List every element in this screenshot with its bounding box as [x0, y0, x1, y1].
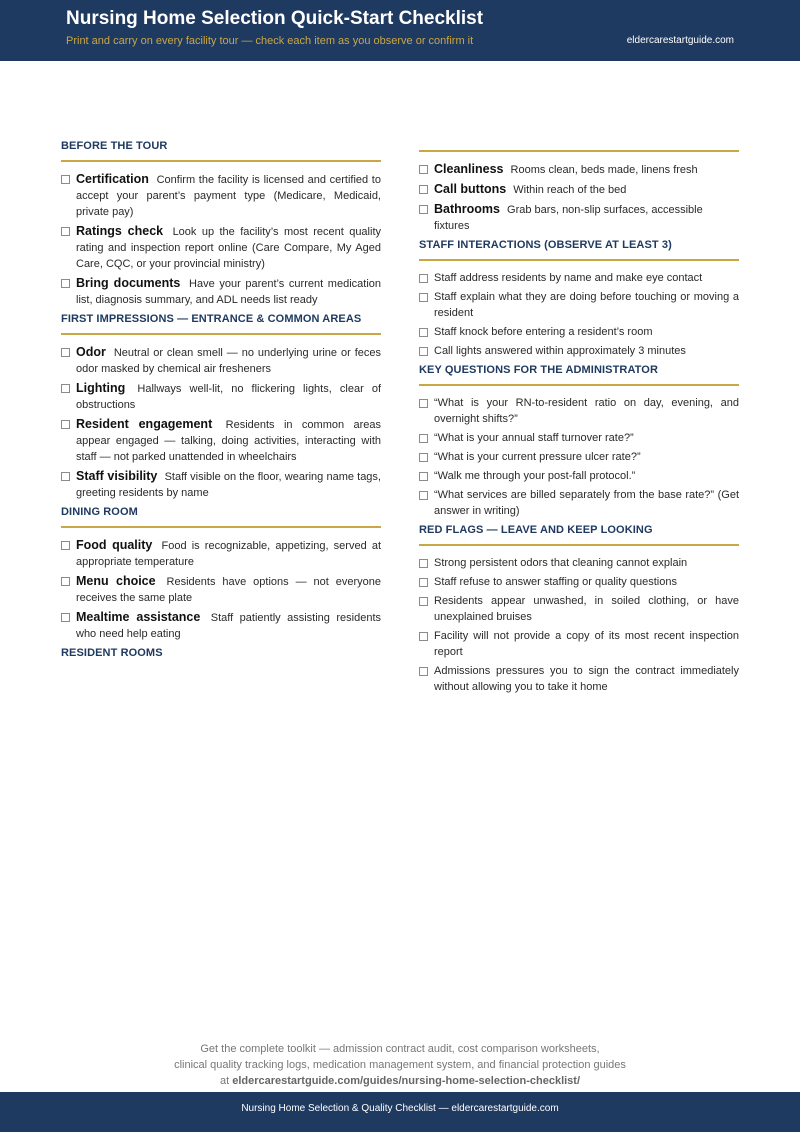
checklist-item	[61, 275, 381, 308]
section-divider	[61, 333, 381, 335]
checkbox-icon[interactable]	[61, 348, 70, 357]
checklist-item	[419, 343, 739, 359]
checklist-item	[419, 430, 739, 446]
item-text: Staff patiently assisting residents who need help eating	[76, 612, 381, 640]
item-label: Cleanliness	[434, 162, 504, 176]
item-label: Certification	[76, 172, 149, 186]
section-title: FIRST IMPRESSIONS — ENTRANCE & COMMON AREAS	[61, 313, 362, 325]
checklist-item	[419, 324, 739, 340]
checklist-item	[61, 344, 381, 377]
item-text: Neutral or clean smell — no underlying urine or feces odor masked by chemical air fresheners	[76, 347, 381, 375]
item-label: Menu choice	[76, 574, 156, 588]
item-text: Hallways well-lit, no flickering lights, clear of obstructions	[76, 383, 381, 411]
item-label: Call buttons	[434, 182, 507, 196]
checkbox-icon[interactable]	[419, 597, 428, 606]
section-title: STAFF INTERACTIONS (OBSERVE AT LEAST 3)	[419, 239, 672, 251]
section-divider	[61, 526, 381, 528]
section-divider	[61, 160, 381, 162]
checklist-item	[419, 468, 739, 484]
checkbox-icon[interactable]	[419, 559, 428, 568]
section-key-questions	[419, 364, 739, 519]
checkbox-icon[interactable]	[61, 175, 70, 184]
section-title: BEFORE THE TOUR	[61, 140, 168, 152]
item-text: Residents appear unwashed, in soiled clothing, or have unexplained bruises	[434, 595, 739, 623]
checkbox-icon[interactable]	[61, 472, 70, 481]
item-text: “What is your RN-to-resident ratio on day, evening, and overnight shifts?”	[434, 397, 739, 425]
section-resident-rooms	[419, 150, 739, 234]
item-text: Have your parent’s current medication list, diagnosis summary, and ADL needs list ready	[76, 278, 381, 306]
checkbox-icon[interactable]	[61, 613, 70, 622]
item-label: Lighting	[76, 381, 126, 395]
checklist-item	[61, 468, 381, 501]
checklist-item	[61, 537, 381, 570]
checkbox-icon[interactable]	[419, 274, 428, 283]
footer-line	[0, 1073, 800, 1089]
item-label: Bathrooms	[434, 202, 500, 216]
section-divider	[419, 150, 739, 152]
checkbox-icon[interactable]	[61, 279, 70, 288]
checklist-item	[419, 449, 739, 465]
checkbox-icon[interactable]	[419, 491, 428, 500]
section-divider	[419, 259, 739, 261]
section-divider	[419, 384, 739, 386]
checklist-item	[61, 223, 381, 272]
checkbox-icon[interactable]	[61, 384, 70, 393]
checkbox-icon[interactable]	[419, 293, 428, 302]
section-staff-interactions	[419, 239, 739, 359]
item-text: Rooms clean, beds made, linens fresh	[510, 164, 698, 176]
footer-bar	[0, 1092, 800, 1132]
section-title: KEY QUESTIONS FOR THE ADMINISTRATOR	[419, 364, 658, 376]
item-text: “Walk me through your post-fall protocol.”	[434, 470, 636, 482]
item-text: Within reach of the bed	[513, 184, 627, 196]
item-text: Confirm the facility is licensed and certified to accept your parent’s payment type (Medicare, Medicaid, private pay)	[76, 174, 381, 218]
item-text: Facility will not provide a copy of its most recent inspection report	[434, 630, 739, 658]
checkbox-icon[interactable]	[419, 667, 428, 676]
section-dining-room	[61, 506, 381, 642]
item-text: Call lights answered within approximately 3 minutes	[434, 345, 686, 357]
checklist-item	[419, 181, 739, 198]
item-text: “What is your annual staff turnover rate?”	[434, 432, 634, 444]
section-first-impressions	[61, 313, 381, 501]
checklist-item	[419, 270, 739, 286]
checkbox-icon[interactable]	[419, 347, 428, 356]
item-label: Food quality	[76, 538, 153, 552]
checkbox-icon[interactable]	[419, 472, 428, 481]
item-text: Residents in common areas appear engaged — talking, doing activities, interacting with staff — not parked unattended in wheelchairs	[76, 419, 382, 463]
checklist-item	[419, 395, 739, 427]
item-label: Staff visibility	[76, 469, 158, 483]
item-label: Ratings check	[76, 224, 164, 238]
checklist-item	[61, 573, 381, 606]
checkbox-icon[interactable]	[419, 399, 428, 408]
checkbox-icon[interactable]	[419, 578, 428, 587]
checklist-item	[419, 161, 739, 178]
page-title: Nursing Home Selection Quick-Start Checklist	[66, 8, 484, 29]
checkbox-icon[interactable]	[419, 453, 428, 462]
section-title: RED FLAGS — LEAVE AND KEEP LOOKING	[419, 524, 653, 536]
item-text: Look up the facility’s most recent quality rating and inspection report online (Care Compare, My Aged Care, CQC, or your provincial ministry)	[76, 226, 381, 270]
checkbox-icon[interactable]	[419, 632, 428, 641]
section-title: DINING ROOM	[61, 506, 138, 518]
checklist-item	[61, 416, 381, 465]
item-text: “What services are billed separately from the base rate?” (Get answer in writing)	[434, 489, 739, 517]
footer-note	[0, 1041, 800, 1089]
item-text: Strong persistent odors that cleaning cannot explain	[434, 557, 688, 569]
item-text: Staff explain what they are doing before touching or moving a resident	[434, 291, 739, 319]
checklist-item	[419, 201, 739, 234]
item-label: Resident engagement	[76, 417, 213, 431]
left-column	[61, 140, 381, 659]
item-text: Staff address residents by name and make eye contact	[434, 272, 703, 284]
checkbox-icon[interactable]	[61, 541, 70, 550]
checkbox-icon[interactable]	[419, 185, 428, 194]
section-divider	[419, 544, 739, 546]
footer-bar-text: Nursing Home Selection & Quality Checklist — eldercarestartguide.com	[241, 1103, 559, 1114]
checklist-item	[419, 487, 739, 519]
item-text: Staff visible on the floor, wearing name tags, greeting residents by name	[76, 471, 381, 499]
section-resident-rooms-heading	[61, 647, 381, 659]
checklist-item	[61, 171, 381, 220]
checkbox-icon[interactable]	[419, 434, 428, 443]
footer-line: clinical quality tracking logs, medication management system, and financial protection guides	[174, 1059, 626, 1071]
checkbox-icon[interactable]	[419, 165, 428, 174]
item-text: Residents have options — not everyone receives the same plate	[76, 576, 381, 604]
item-text: Admissions pressures you to sign the contract immediately without allowing you to take it home	[434, 665, 739, 693]
section-before-tour	[61, 140, 381, 308]
section-red-flags	[419, 524, 739, 695]
checkbox-icon[interactable]	[61, 227, 70, 236]
checkbox-icon[interactable]	[419, 205, 428, 214]
checklist-item	[419, 663, 739, 695]
checkbox-icon[interactable]	[61, 577, 70, 586]
checklist-item	[61, 380, 381, 413]
checklist-item	[419, 555, 739, 571]
item-text: Food is recognizable, appetizing, served at appropriate temperature	[76, 540, 381, 568]
page-header	[0, 0, 800, 61]
right-column	[419, 150, 739, 698]
item-text: Staff knock before entering a resident’s room	[434, 326, 653, 338]
footer-prefix: at	[219, 1075, 233, 1087]
page-subtitle: Print and carry on every facility tour — check each item as you observe or confirm it	[66, 35, 474, 47]
item-label: Mealtime assistance	[76, 610, 201, 624]
checkbox-icon[interactable]	[61, 420, 70, 429]
item-label: Bring documents	[76, 276, 181, 290]
section-title: RESIDENT ROOMS	[61, 647, 163, 659]
checklist-item	[61, 609, 381, 642]
checkbox-icon[interactable]	[419, 328, 428, 337]
checklist-item	[419, 628, 739, 660]
footer-guide-link[interactable]: eldercarestartguide.com/guides/nursing-home-selection-checklist/	[232, 1075, 581, 1087]
item-text: Grab bars, non-slip surfaces, accessible fixtures	[434, 204, 703, 232]
checklist-item	[419, 289, 739, 321]
item-text: Staff refuse to answer staffing or quality questions	[434, 576, 677, 588]
header-site-link[interactable]: eldercarestartguide.com	[626, 35, 734, 46]
checklist-item	[419, 593, 739, 625]
checklist-item	[419, 574, 739, 590]
item-label: Odor	[76, 345, 106, 359]
footer-line: Get the complete toolkit — admission contract audit, cost comparison worksheets,	[200, 1043, 600, 1055]
item-text: “What is your current pressure ulcer rate?”	[434, 451, 641, 463]
